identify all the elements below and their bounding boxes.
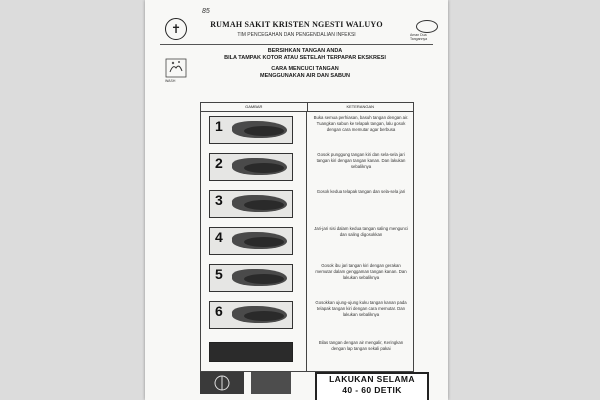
instruction-heading	[205, 48, 405, 80]
step-number: 2	[215, 155, 223, 171]
campaign-logo-mark	[416, 20, 438, 33]
step-number: 1	[215, 118, 223, 134]
handwash-icon-label: WASH	[165, 79, 176, 83]
table-row	[201, 149, 413, 186]
step-description: Jari-jari sisi dalam kedua tangan saling mengunci dan saling digosokkan	[314, 226, 408, 237]
heading-line-2: BILA TAMPAK KOTOR ATAU SETELAH TERPAPAR EKSKRESI	[224, 55, 386, 61]
hospital-name: RUMAH SAKIT KRISTEN NGESTI WALUYO	[210, 20, 383, 29]
handwritten-note: 85	[202, 8, 210, 15]
table-row	[201, 260, 413, 297]
table-row	[201, 334, 413, 371]
table-row	[201, 186, 413, 223]
handwash-icon	[165, 58, 187, 83]
step-number: 3	[215, 192, 223, 208]
step-number: 4	[215, 229, 223, 245]
duration-line-1: LAKUKAN SELAMA	[329, 374, 415, 384]
step-description: Gosokkan ujung-ujung kuku tangan kanan pada telapak tangan kiri dengan cara memutar. Dan lakukan sebaliknya	[315, 300, 407, 317]
duration-banner	[315, 372, 429, 400]
step-description: Gosok punggung tangan kiri dan sela-sela jari tangan kiri dengan tangan kanan. Dan lakukan sebaliknya	[316, 152, 406, 169]
step-number: 5	[215, 266, 223, 282]
campaign-badge	[251, 372, 291, 394]
step-illustration	[209, 301, 293, 329]
step-description: Gosok kedua telapak tangan dan sela-sela jari	[316, 189, 406, 194]
steps-table	[200, 102, 414, 372]
header-divider	[160, 44, 433, 45]
heading-line-4: MENGGUNAKAN AIR DAN SABUN	[260, 73, 350, 79]
step-illustration	[209, 153, 293, 181]
campaign-logo-caption: Aman Dua Tangannya	[410, 33, 428, 41]
step-description: Bilas tangan dengan air mengalir, Keringkan dengan lap tangan sekali pakai	[318, 340, 404, 351]
who-logo	[200, 372, 244, 394]
step-illustration	[209, 116, 293, 144]
team-name: TIM PENCEGAHAN DAN PENGENDALIAN INFEKSI	[237, 32, 356, 38]
hospital-logo: ✝	[165, 18, 187, 40]
step-illustration	[209, 190, 293, 218]
step-description: Gosok ibu jari tangan kiri dengan gerakan memutar dalam genggaman tangan kanan. Dan lakukan sebaliknya	[315, 263, 407, 280]
table-row	[201, 223, 413, 260]
table-row	[201, 297, 413, 334]
table-header	[201, 103, 413, 112]
duration-line-2: 40 - 60 DETIK	[342, 385, 402, 395]
column-header-description: KETERANGAN	[346, 104, 375, 109]
column-header-picture: GAMBAR	[201, 103, 308, 111]
heading-line-3: CARA MENCUCI TANGAN	[271, 66, 339, 72]
step-number: 6	[215, 303, 223, 319]
step-description: Buka semua perhiasan, basuh tangan dengan air. Tuangkan sabun ke telapak tangan, lalu gosok dengan cara memutar agar berbusa	[313, 115, 409, 132]
step-illustration	[209, 227, 293, 255]
campaign-logo	[410, 20, 436, 42]
table-row	[201, 112, 413, 149]
document-page	[145, 0, 448, 400]
step-illustration-rinse	[209, 342, 293, 362]
step-illustration	[209, 264, 293, 292]
heading-line-1: BERSIHKAN TANGAN ANDA	[267, 48, 343, 54]
